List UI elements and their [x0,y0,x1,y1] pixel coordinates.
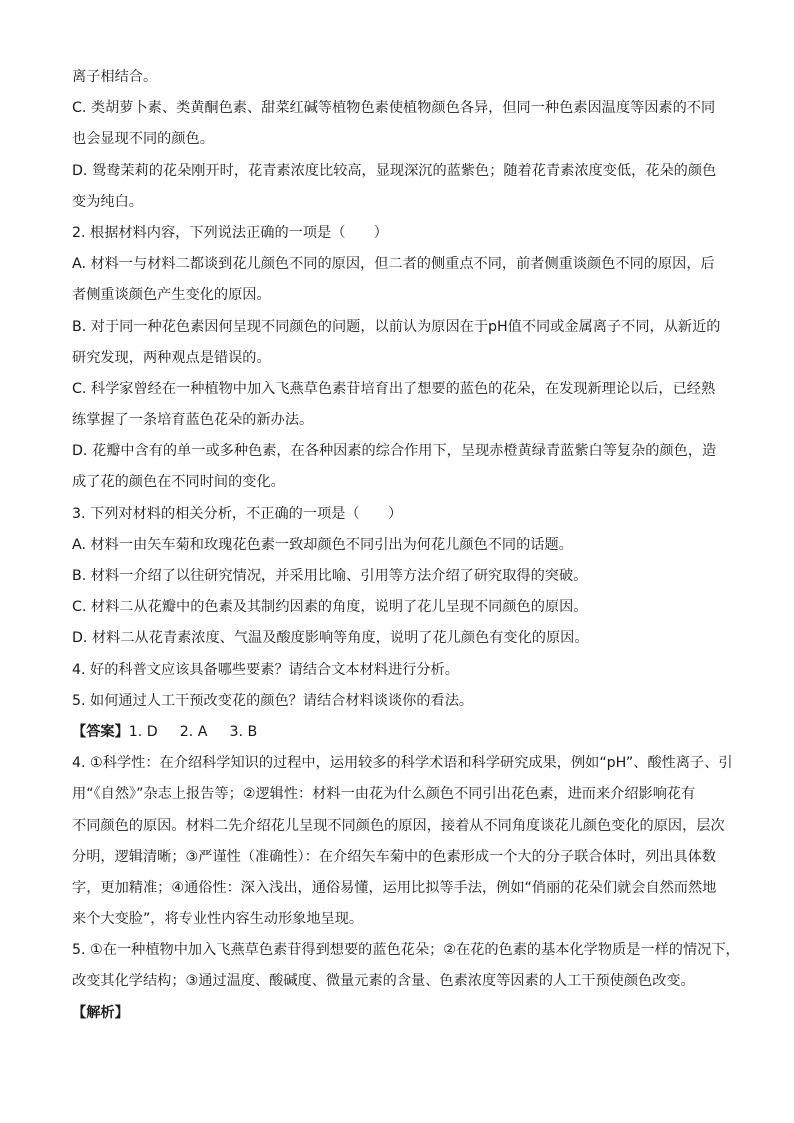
question-line: 4. 好的科普文应该具备哪些要素？请结合文本材料进行分析。 [72,661,459,678]
answer-item: 2. A [179,723,208,740]
text-line: 练掌握了一条培育蓝色花朵的新办法。 [72,412,314,429]
option-line: C. 材料二从花瓣中的色素及其制约因素的角度，说明了花儿呈现不同颜色的原因。 [72,599,588,616]
analysis-line [72,998,720,1029]
question-line: 3. 下列对材料的相关分析，不正确的一项是（ ） [72,505,403,522]
option-line: D. 材料二从花青素浓度、气温及酸度影响等角度，说明了花儿颜色有变化的原因。 [72,630,589,647]
explanation-line: 5. ①在一种植物中加入飞燕草色素苷得到想要的蓝色花朵；②在花的色素的基本化学物质是一样的情况下， [72,942,740,959]
option-line: C. 科学家曾经在一种植物中加入飞燕草色素苷培育出了想要的蓝色的花朵，在发现新理论以后，已经熟 [72,380,716,397]
answer-line [72,717,720,748]
explanation-line: 4. ①科学性：在介绍科学知识的过程中，运用较多的科学术语和科学研究成果，例如“pH”、酸性离子、引 [72,755,733,772]
question-line: 5. 如何通过人工干预改变花的颜色？请结合材料谈谈你的看法。 [72,692,474,709]
explanation-line: 用“《自然》”杂志上报告等；②逻辑性：材料一由花为什么颜色不同引出花色素，进而来介绍影响花有 [72,786,696,803]
text-line: 研究发现，两种观点是错误的。 [72,349,271,366]
explanation-line: 改变其化学结构；③通过温度、酸碱度、微量元素的含量、色素浓度等因素的人工干预使颜色改变。 [72,973,695,990]
text-line: 者侧重谈颜色产生变化的原因。 [72,287,271,304]
text-line: 变为纯白。 [72,193,143,210]
option-line: A. 材料一由矢车菊和玫瑰花色素一致却颜色不同引出为何花儿颜色不同的话题。 [72,536,573,553]
option-line: B. 材料一介绍了以往研究情况，并采用比喻、引用等方法介绍了研究取得的突破。 [72,568,588,584]
text-line: 也会显现不同的颜色。 [72,131,214,148]
option-line: D. 花瓣中含有的单一或多种色素，在各种因素的综合作用下，呈现赤橙黄绿青蓝紫白等复杂的颜色，造 [72,443,717,460]
answer-item: 3. B [229,723,258,740]
text-line: 离子相结合。 [72,69,158,85]
option-line: D. 鸳鸯茉莉的花朵刚开时，花青素浓度比较高，显现深沉的蓝紫色；随着花青素浓度变低，花朵的颜色 [72,162,717,179]
explanation-line: 字，更加精准；④通俗性：深入浅出，通俗易懂，运用比拟等手法，例如“俏丽的花朵们就会自然而然地 [72,879,717,896]
analysis-tag: 【解析】 [72,1004,129,1021]
explanation-line: 分明，逻辑清晰；③严谨性（准确性）：在介绍矢车菊中的色素形成一个大的分子联合体时，列出具体数 [72,848,717,865]
text-line: 成了花的颜色在不同时间的变化。 [72,474,285,491]
option-line: C. 类胡萝卜素、类黄酮色素、甜菜红碱等植物色素使植物颜色各异，但同一种色素因温度等因素的不同 [72,100,716,117]
option-line: B. 对于同一种花色素因何呈现不同颜色的问题，以前认为原因在于pH值不同或金属离子不同，从新近的 [72,318,721,335]
option-line: A. 材料一与材料二都谈到花儿颜色不同的原因，但二者的侧重点不同，前者侧重谈颜色不同的原因，后 [72,256,715,273]
answer-tag: 【答案】 [72,723,129,740]
explanation-line: 来个大变脸”，将专业性内容生动形象地呈现。 [72,911,364,928]
explanation-line: 不同颜色的原因。材料二先介绍花儿呈现不同颜色的原因，接着从不同角度谈花儿颜色变化的原因，层次 [72,817,725,834]
answer-item: 1. D [128,723,158,740]
question-line: 2. 根据材料内容，下列说法正确的一项是（ ） [72,224,388,241]
document-body [72,62,740,1029]
